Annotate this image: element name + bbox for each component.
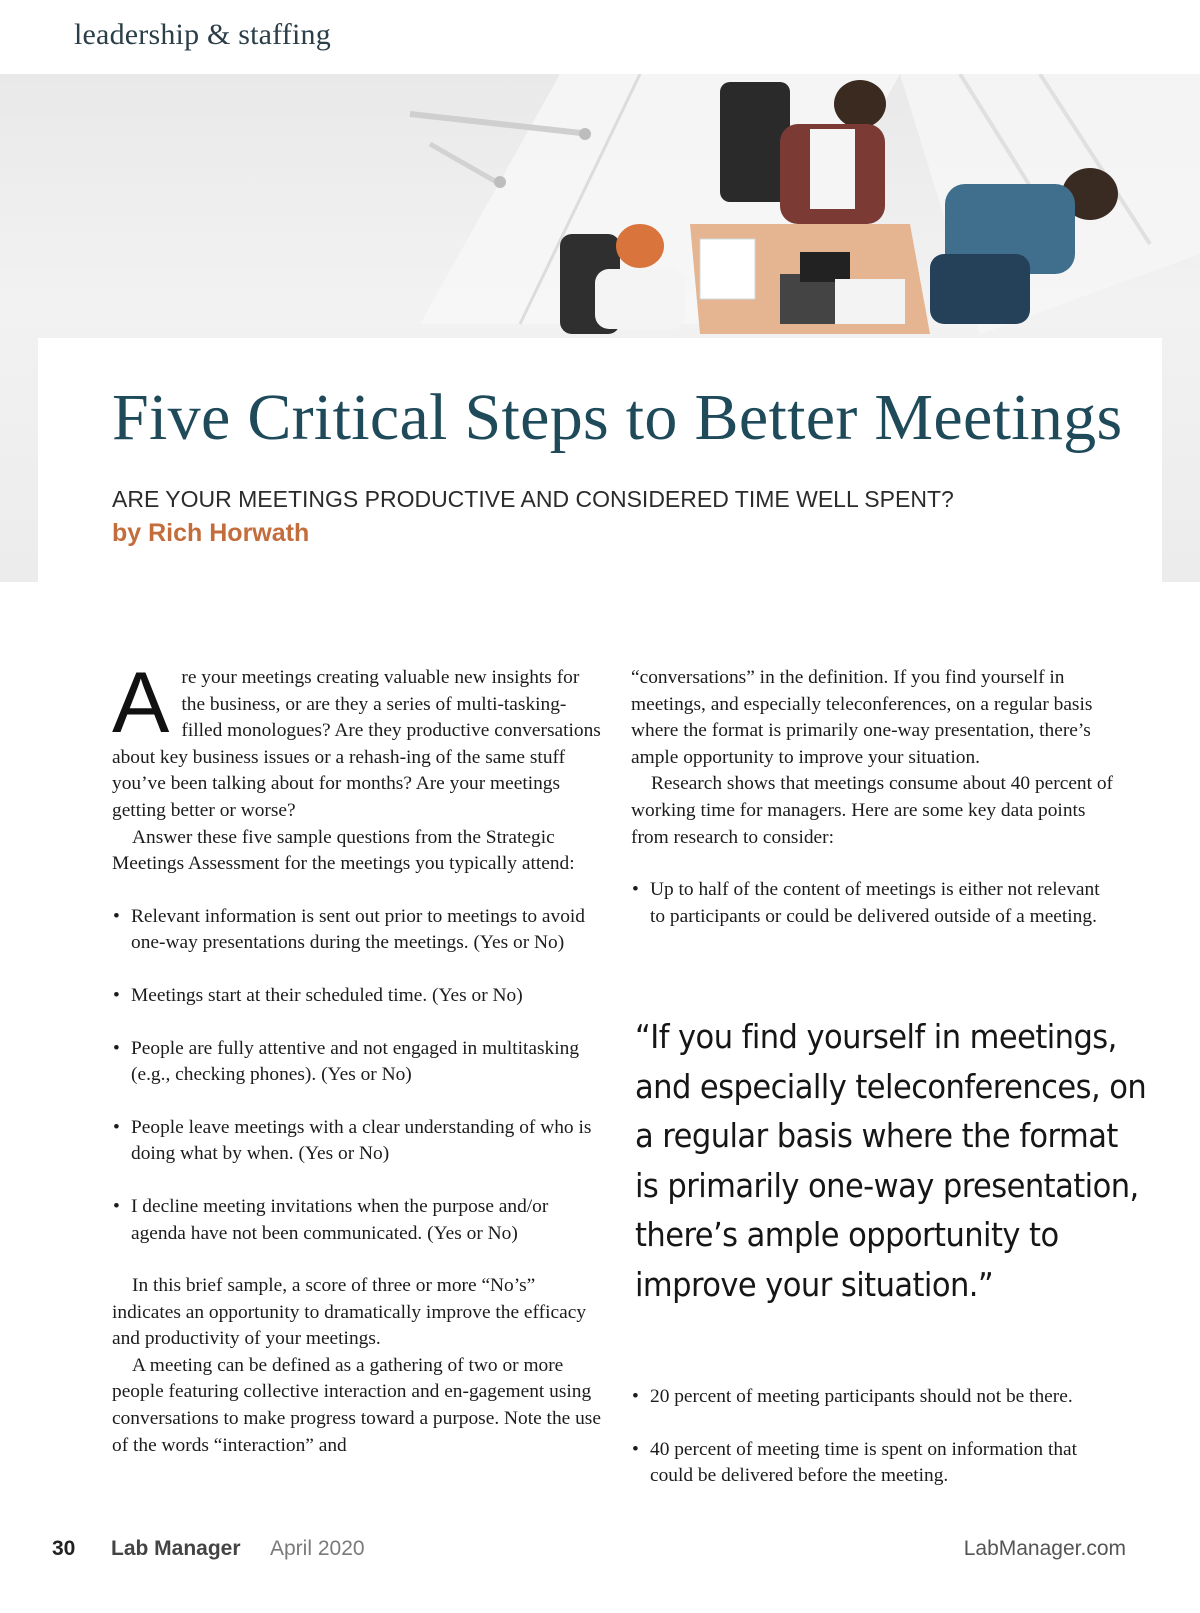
list-item: • People are fully attentive and not engaged in multitasking (e.g., checking phones). (Yes or No)	[112, 1036, 602, 1089]
list-item: • People leave meetings with a clear understanding of who is doing what by when. (Yes or No)	[112, 1115, 602, 1168]
pull-quote-line: a regular basis where the format	[635, 1117, 1118, 1155]
title-panel	[38, 338, 1162, 582]
list-item: • 20 percent of meeting participants should not be there.	[631, 1384, 1119, 1411]
magazine-name: Lab Manager	[111, 1537, 241, 1560]
list-item: • Meetings start at their scheduled time. (Yes or No)	[112, 983, 602, 1010]
score-paragraph: In this brief sample, a score of three or more “No’s” indicates an opportunity to dramatically improve the efficacy and productivity of your meetings.	[112, 1275, 587, 1350]
continuation-paragraph: “conversations” in the definition. If you find yourself in meetings, and especially teleconferences, on a regular basis where the format is primarily one-way presentation, there’s ample opportunity to improve your situation.	[631, 667, 1093, 768]
right-column-lower	[631, 1384, 1119, 1490]
issue-date: April 2020	[270, 1537, 365, 1560]
page-number: 30	[52, 1537, 76, 1560]
article-subtitle: ARE YOUR MEETINGS PRODUCTIVE AND CONSIDERED TIME WELL SPENT?	[112, 486, 954, 512]
list-item: • I decline meeting invitations when the purpose and/or agenda have not been communicated. (Yes or No)	[112, 1194, 602, 1247]
pull-quote	[635, 1013, 1147, 1310]
website-link[interactable]: LabManager.com	[963, 1537, 1126, 1560]
pull-quote-line: there’s ample opportunity to	[635, 1216, 1059, 1254]
intro-paragraph	[112, 655, 602, 825]
pull-quote-line: “If you find yourself in meetings,	[635, 1018, 1117, 1056]
assessment-questions-list	[112, 904, 602, 1247]
left-column	[112, 655, 602, 1459]
pull-quote-line: and especially teleconferences, on	[635, 1067, 1147, 1106]
right-column	[631, 665, 1119, 930]
page-footer	[0, 1537, 1200, 1567]
list-item: • Relevant information is sent out prior to meetings to avoid one-way presentations during the meetings. (Yes or No)	[112, 904, 602, 957]
definition-paragraph: A meeting can be defined as a gathering of two or more people featuring collective interaction and en-gagement using conversations to make progress toward a purpose. Note the use of the words “interaction” and	[112, 1354, 601, 1456]
research-points-list-top	[631, 877, 1119, 930]
list-item: • 40 percent of meeting time is spent on information that could be delivered before the meeting.	[631, 1437, 1119, 1490]
intro-text: re your meetings creating valuable new insights for the business, or are they a series of multi-tasking-filled monologues? Are they productive conversations about key business issues or a rehash-ing of the same stuff you’ve been talking about for months? Are your meetings getting better or worse?	[112, 667, 601, 821]
answer-paragraph: Answer these five sample questions from the Strategic Meetings Assessment for the meetings you typically attend:	[112, 826, 575, 875]
pull-quote-line: improve your situation.”	[635, 1265, 994, 1304]
article-byline: by Rich Horwath	[112, 519, 310, 547]
pull-quote-line: is primarily one-way presentation,	[635, 1166, 1139, 1205]
research-points-list-bottom	[631, 1384, 1119, 1490]
research-paragraph: Research shows that meetings consume about 40 percent of working time for managers. Here are some key data points from research to consider:	[631, 773, 1114, 848]
list-item: • Up to half of the content of meetings is either not relevant to participants or could be delivered outside of a meeting.	[631, 877, 1119, 930]
article-title: Five Critical Steps to Better Meetings	[112, 381, 1123, 454]
drop-cap: A	[112, 655, 170, 751]
section-label: leadership & staffing	[74, 18, 331, 51]
